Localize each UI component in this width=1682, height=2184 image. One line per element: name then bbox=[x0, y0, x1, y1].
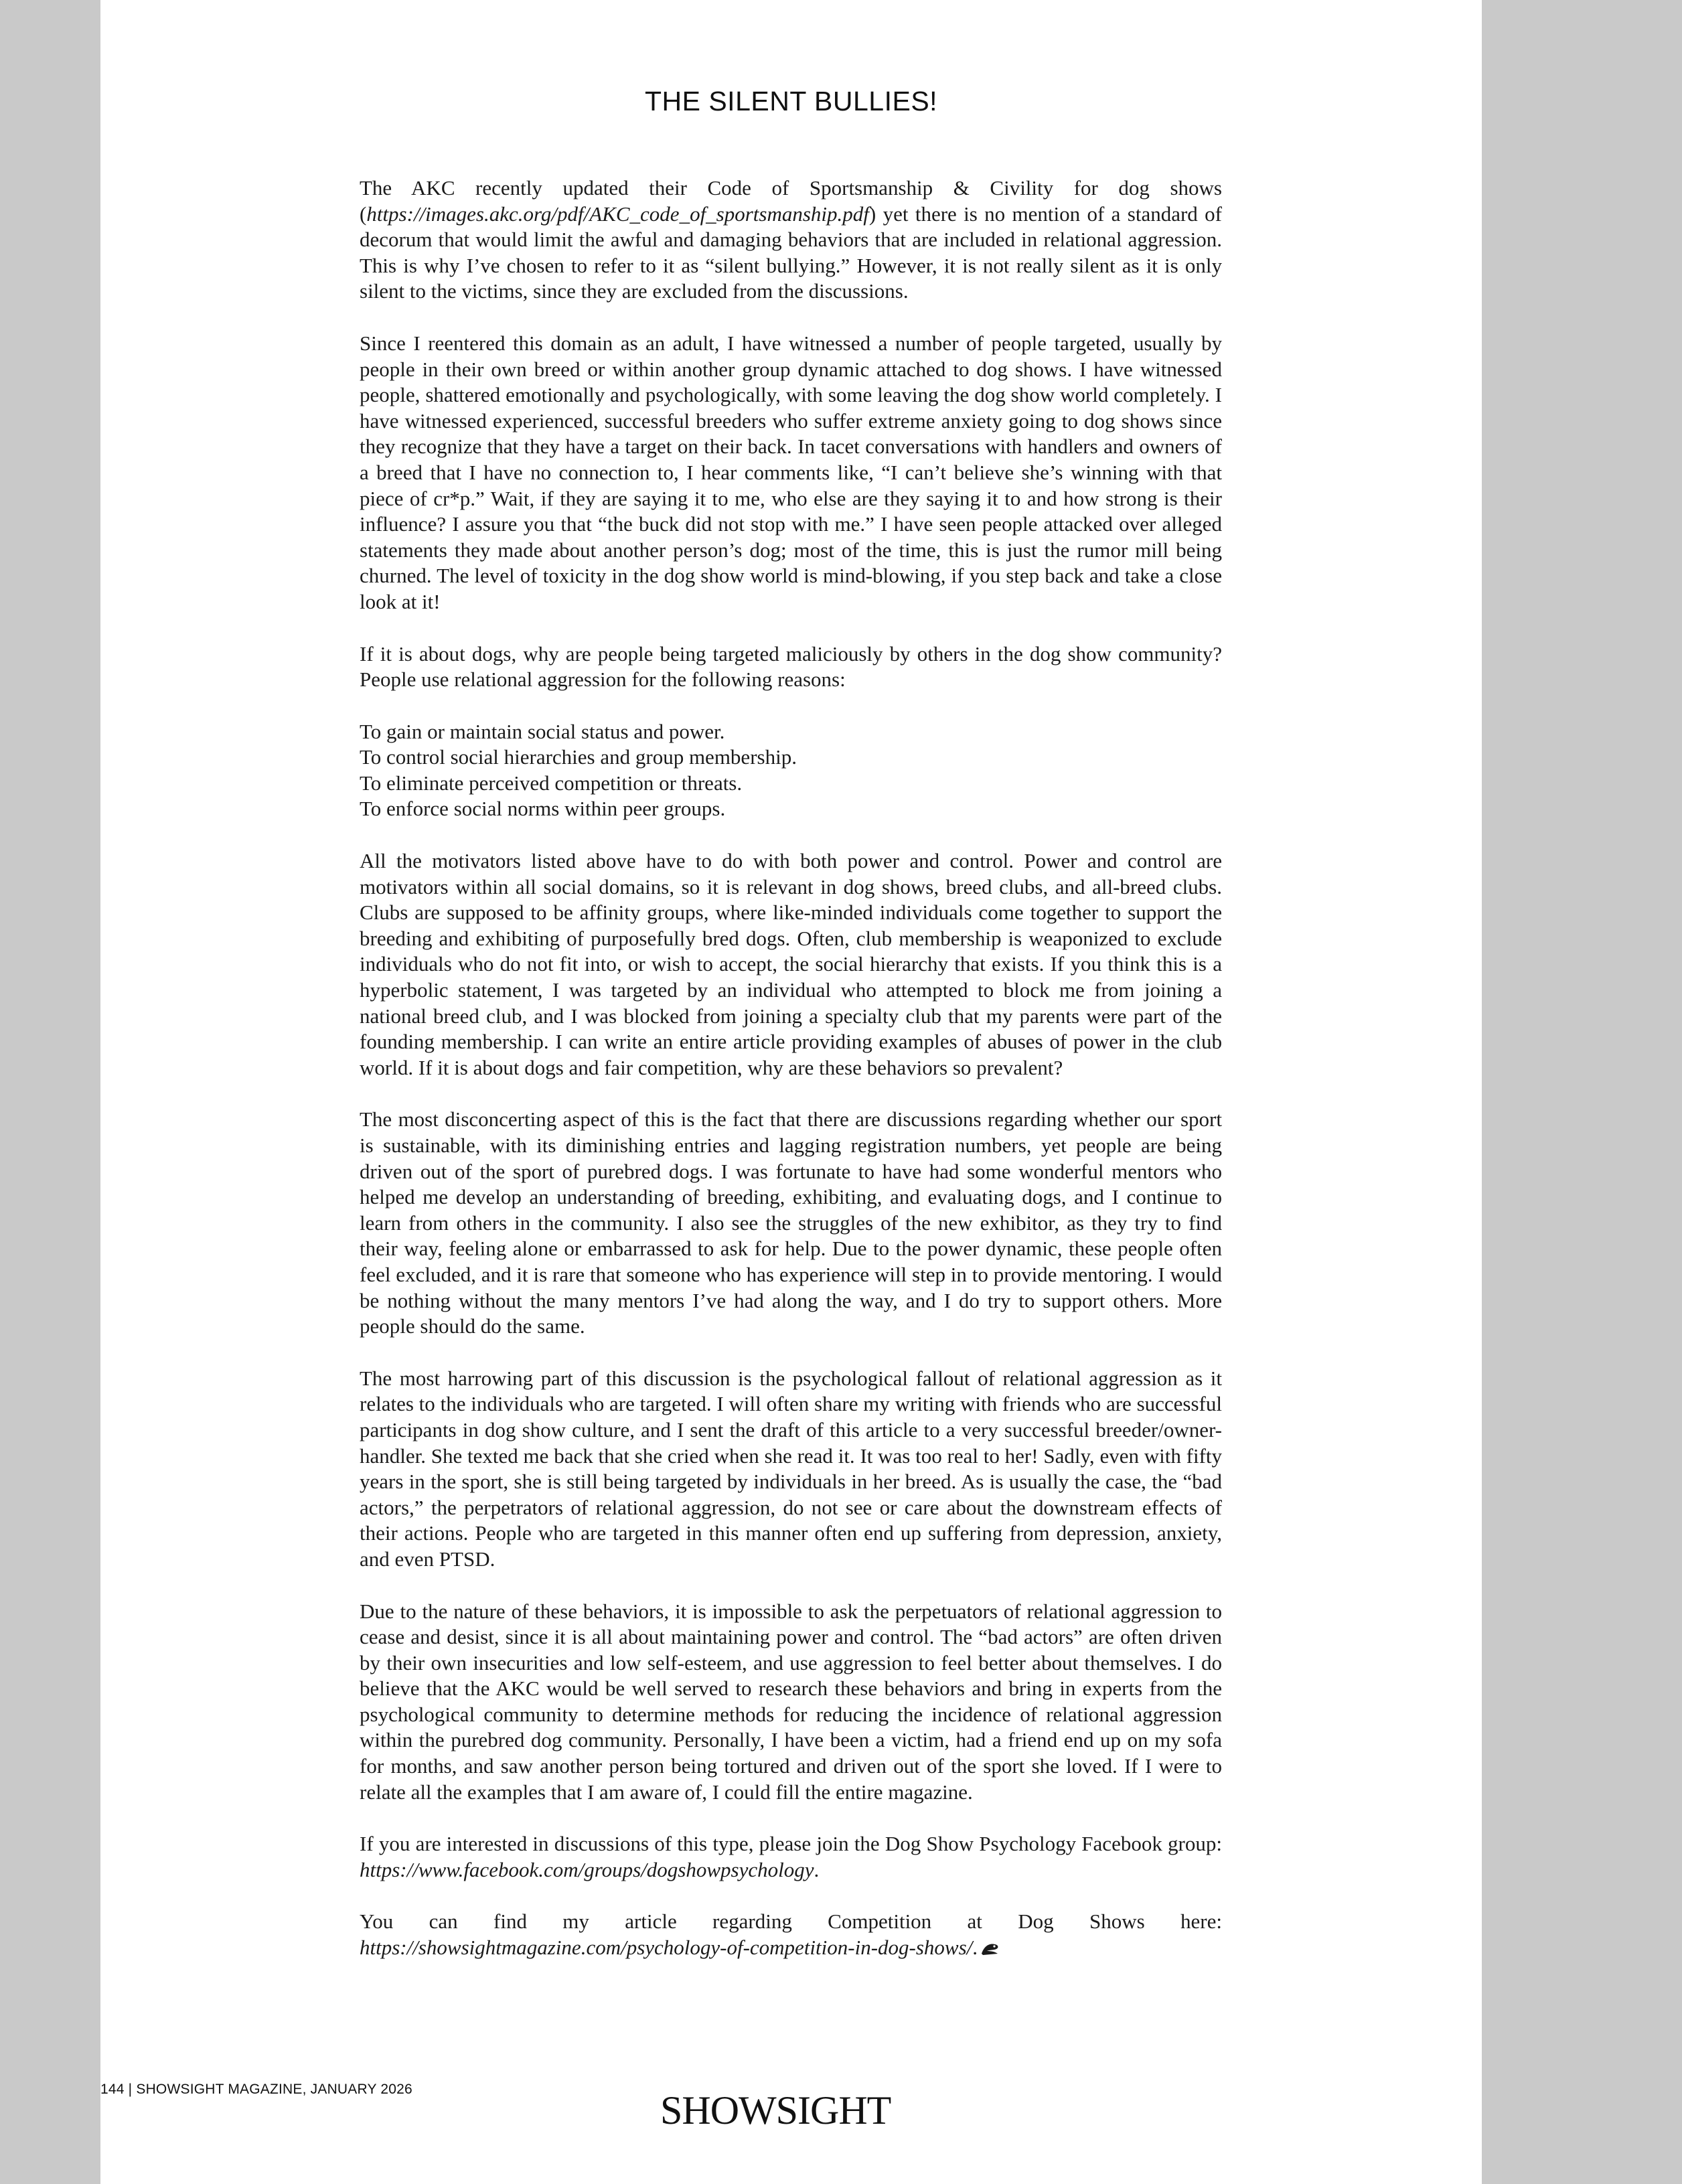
paragraph-8-text-after: . bbox=[814, 1857, 820, 1881]
reason-item: To eliminate perceived competition or threats. bbox=[360, 771, 743, 795]
facebook-group-link[interactable]: https://www.facebook.com/groups/dogshowpsychology bbox=[360, 1857, 814, 1881]
paragraph-9-text-after: . bbox=[972, 1936, 978, 1960]
article-body bbox=[360, 175, 1222, 1988]
end-mark-icon bbox=[980, 1937, 1000, 1963]
paragraph-9 bbox=[360, 1909, 1222, 1962]
paragraph-3: If it is about dogs, why are people being targeted maliciously by others in the dog show community? People use relational aggression for the following reasons: bbox=[360, 641, 1222, 692]
article-title: THE SILENT BULLIES! bbox=[644, 86, 938, 116]
paragraph-6: The most harrowing part of this discussion is the psychological fallout of relational aggression as it relates to the individuals who are targeted. I will often share my writing with friends who are successful participants in dog show culture, and I sent the draft of this article to a very successful breeder/owner-handler. She texted me back that she cried when she read it. It was too real to her! Sadly, even with fifty years in the sport, she is still being targeted by individuals in her breed. As is usually the case, the “bad actors,” the perpetrators of relational aggression, do not see or care about the downstream effects of their actions. People who are targeted in this manner often end up suffering from depression, anxiety, and even PTSD. bbox=[360, 1366, 1222, 1571]
showsight-logo: SHOWSIGHT bbox=[660, 2088, 891, 2132]
page-folio: 144 | SHOWSIGHT MAGAZINE, JANUARY 2026 bbox=[100, 2082, 412, 2097]
competition-article-link[interactable]: https://showsightmagazine.com/psychology-of-competition-in-dog-shows/ bbox=[360, 1936, 973, 1960]
paragraph-1 bbox=[360, 175, 1222, 305]
paragraph-9-text-before: You can find my article regarding Competition at Dog Shows here: bbox=[360, 1909, 1222, 1934]
paragraph-4: All the motivators listed above have to do with both power and control. Power and control are motivators within all social domains, so it is relevant in dog shows, breed clubs, and all-breed clubs. Clubs are supposed to be affinity groups, where like-minded individuals come together to support the breeding and exhibiting of purposefully bred dogs. Often, club membership is weaponized to exclude individuals who do not fit into, or wish to accept, the social hierarchy that exists. If you think this is a hyperbolic statement, I was targeted by an individual who attempted to block me from joining a national breed club, and I was blocked from joining a specialty club that my parents were part of the founding membership. I can write an entire article providing examples of abuses of power in the club world. If it is about dogs and fair competition, why are these behaviors so prevalent? bbox=[360, 849, 1222, 1079]
paragraph-1-text-after: ) yet there is no mention of a standard of decorum that would limit the awful and damaging behaviors that are included in relational aggression. This is why I’ve chosen to refer to it as “silent bullying.” However, it is not really silent as it is only silent to the victims, since they are excluded from the discussions. bbox=[360, 202, 1222, 303]
akc-code-link[interactable]: https://images.akc.org/pdf/AKC_code_of_sportsmanship.pdf bbox=[366, 202, 869, 226]
reason-item: To enforce social norms within peer groups. bbox=[360, 797, 726, 821]
paragraph-1-text-before: The AKC recently updated their Code of Sportsmanship & Civility for dog shows ( bbox=[360, 176, 1222, 226]
paragraph-2: Since I reentered this domain as an adult, I have witnessed a number of people targeted, usually by people in their own breed or within another group dynamic attached to dog shows. I have witnessed people, shattered emotionally and psychologically, with some leaving the dog show world completely. I have witnessed experienced, successful breeders who suffer extreme anxiety going to dog shows since they recognize that they have a target on their back. In tacet conversations with handlers and owners of a breed that I have no connection to, I hear comments like, “I can’t believe she’s winning with that piece of cr*p.” Wait, if they are saying it to me, who else are they saying it to and how strong is their influence? I assure you that “the buck did not stop with me.” I have seen people attacked over alleged statements they made about another person’s dog; most of the time, this is just the rumor mill being churned. The level of toxicity in the dog show world is mind-blowing, if you step back and take a close look at it! bbox=[360, 331, 1222, 613]
paragraph-7: Due to the nature of these behaviors, it is impossible to ask the perpetuators of relational aggression to cease and desist, since it is all about maintaining power and control. The “bad actors” are often driven by their own insecurities and low self-esteem, and use aggression to feel better about themselves. I do believe that the AKC would be well served to research these behaviors and bring in experts from the psychological community to determine methods for reducing the incidence of relational aggression within the purebred dog community. Personally, I have been a victim, had a friend end up on my sofa for months, and saw another person being tortured and driven out of the sport she loved. If I were to relate all the examples that I am aware of, I could fill the entire magazine. bbox=[360, 1599, 1222, 1804]
reason-item: To gain or maintain social status and power. bbox=[360, 719, 725, 743]
paragraph-8-text-before: If you are interested in discussions of this type, please join the Dog Show Psychology Facebook group: bbox=[360, 1832, 1222, 1856]
paragraph-5: The most disconcerting aspect of this is the fact that there are discussions regarding whether our sport is sustainable, with its diminishing entries and lagging registration numbers, yet people are being driven out of the sport of purebred dogs. I was fortunate to have had some wonderful mentors who helped me develop an understanding of breeding, exhibiting, and evaluating dogs, and I continue to learn from others in the community. I also see the struggles of the new exhibitor, as they try to find their way, feeling alone or embarrassed to ask for help. Due to the power dynamic, these people often feel excluded, and it is rare that someone who has experience will step in to provide mentoring. I would be nothing without the many mentors I’ve had along the way, and I do try to support others. More people should do the same. bbox=[360, 1107, 1222, 1338]
reasons-list bbox=[360, 719, 1222, 822]
paragraph-8 bbox=[360, 1831, 1222, 1883]
reason-item: To control social hierarchies and group membership. bbox=[360, 745, 797, 769]
magazine-page bbox=[100, 0, 1482, 2184]
